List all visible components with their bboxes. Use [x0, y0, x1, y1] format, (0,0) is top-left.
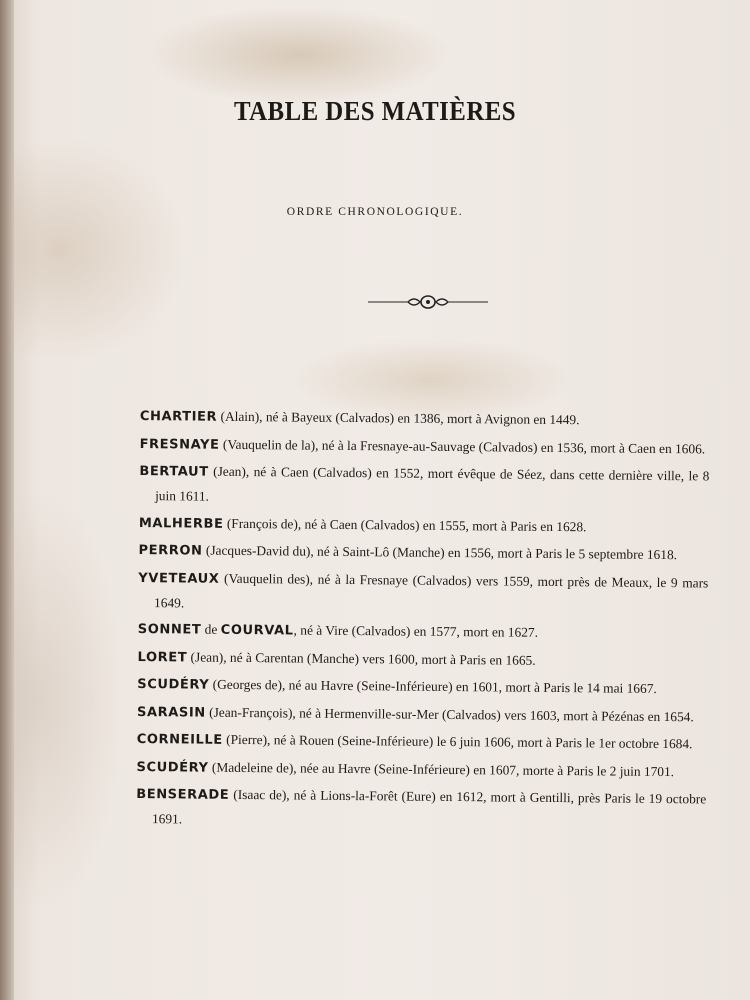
page-spine-edge	[0, 0, 14, 1000]
list-item	[139, 510, 709, 540]
entry-text: (Isaac de), né à Lions-la-Forêt (Eure) en 1612, mort à Gentilli, près Paris le 19 octobre 1691.	[151, 786, 707, 827]
page-subtitle: ORDRE CHRONOLOGIQUE.	[286, 206, 464, 218]
entry-author-name: YVETEAUX	[138, 570, 220, 587]
entry-author-name: SCUDÉRY	[137, 676, 210, 693]
entry-author-name: CHARTIER	[139, 408, 218, 425]
entry-author-name: CORNEILLE	[136, 731, 223, 748]
entry-text: (Jean), né à Caen (Calvados) en 1552, mort évêque de Séez, dans cette dernière ville, le 8 juin 1611.	[155, 463, 710, 504]
list-item	[137, 727, 707, 757]
entry-text: (Vauquelin des), né à la Fresnaye (Calvados) vers 1559, mort près de Meaux, le 9 mars 1649.	[154, 570, 709, 610]
entry-connector: de	[201, 621, 221, 637]
entry-text: (François de), né à Caen (Calvados) en 1555, mort à Paris en 1628.	[223, 515, 587, 534]
entry-text: (Jean-François), né à Hermenville-sur-Mer (Calvados) vers 1603, mort à Pézénas en 1654.	[205, 704, 694, 724]
entry-author-name: PERRON	[138, 542, 203, 559]
list-item	[137, 672, 707, 702]
list-item	[136, 782, 706, 836]
entry-author-name-2: COURVAL	[220, 622, 294, 639]
entry-author-name: BENSERADE	[136, 786, 230, 803]
ornament-divider-icon	[368, 293, 488, 311]
entry-text: (Jacques-David du), né à Saint-Lô (Manche) en 1556, mort à Paris le 5 septembre 1618.	[202, 542, 678, 563]
list-item	[138, 565, 708, 619]
entry-text: (Vauquelin de la), né à la Fresnaye-au-Sauvage (Calvados) en 1536, mort à Caen en 1606.	[219, 436, 706, 456]
entry-author-name: BERTAUT	[139, 463, 209, 480]
entry-author-name: FRESNAYE	[139, 436, 220, 453]
list-item	[138, 538, 708, 568]
entry-author-name: SONNET	[137, 621, 202, 638]
entry-author-name: SCUDÉRY	[136, 759, 209, 776]
entry-author-name: SARASIN	[136, 704, 206, 721]
entry-author-name: MALHERBE	[138, 515, 224, 532]
list-item	[137, 644, 707, 674]
entry-text: (Madeleine de), née au Havre (Seine-Inférieure) en 1607, morte à Paris le 2 juin 1701.	[208, 759, 675, 779]
list-item	[136, 754, 706, 784]
entry-text: (Georges de), né au Havre (Seine-Inférieure) en 1601, mort à Paris le 14 mai 1667.	[209, 676, 657, 696]
list-item	[138, 617, 708, 647]
page-title: TABLE DES MATIÈRES	[233, 96, 517, 126]
entry-text: (Alain), né à Bayeux (Calvados) en 1386, mort à Avignon en 1449.	[217, 408, 580, 428]
list-item	[139, 431, 709, 461]
entry-text: (Jean), né à Carentan (Manche) vers 1600, mort à Paris en 1665.	[187, 648, 536, 668]
entry-author-name: LORET	[137, 649, 188, 665]
entry-text: (Pierre), né à Rouen (Seine-Inférieure) le 6 juin 1606, mort à Paris le 1er octobre 1684.	[222, 731, 693, 752]
entries-list	[136, 404, 710, 839]
entry-text: , né à Vire (Calvados) en 1577, mort en 1627.	[293, 622, 539, 640]
list-item	[139, 459, 709, 513]
list-item	[140, 404, 710, 434]
list-item	[137, 699, 707, 729]
